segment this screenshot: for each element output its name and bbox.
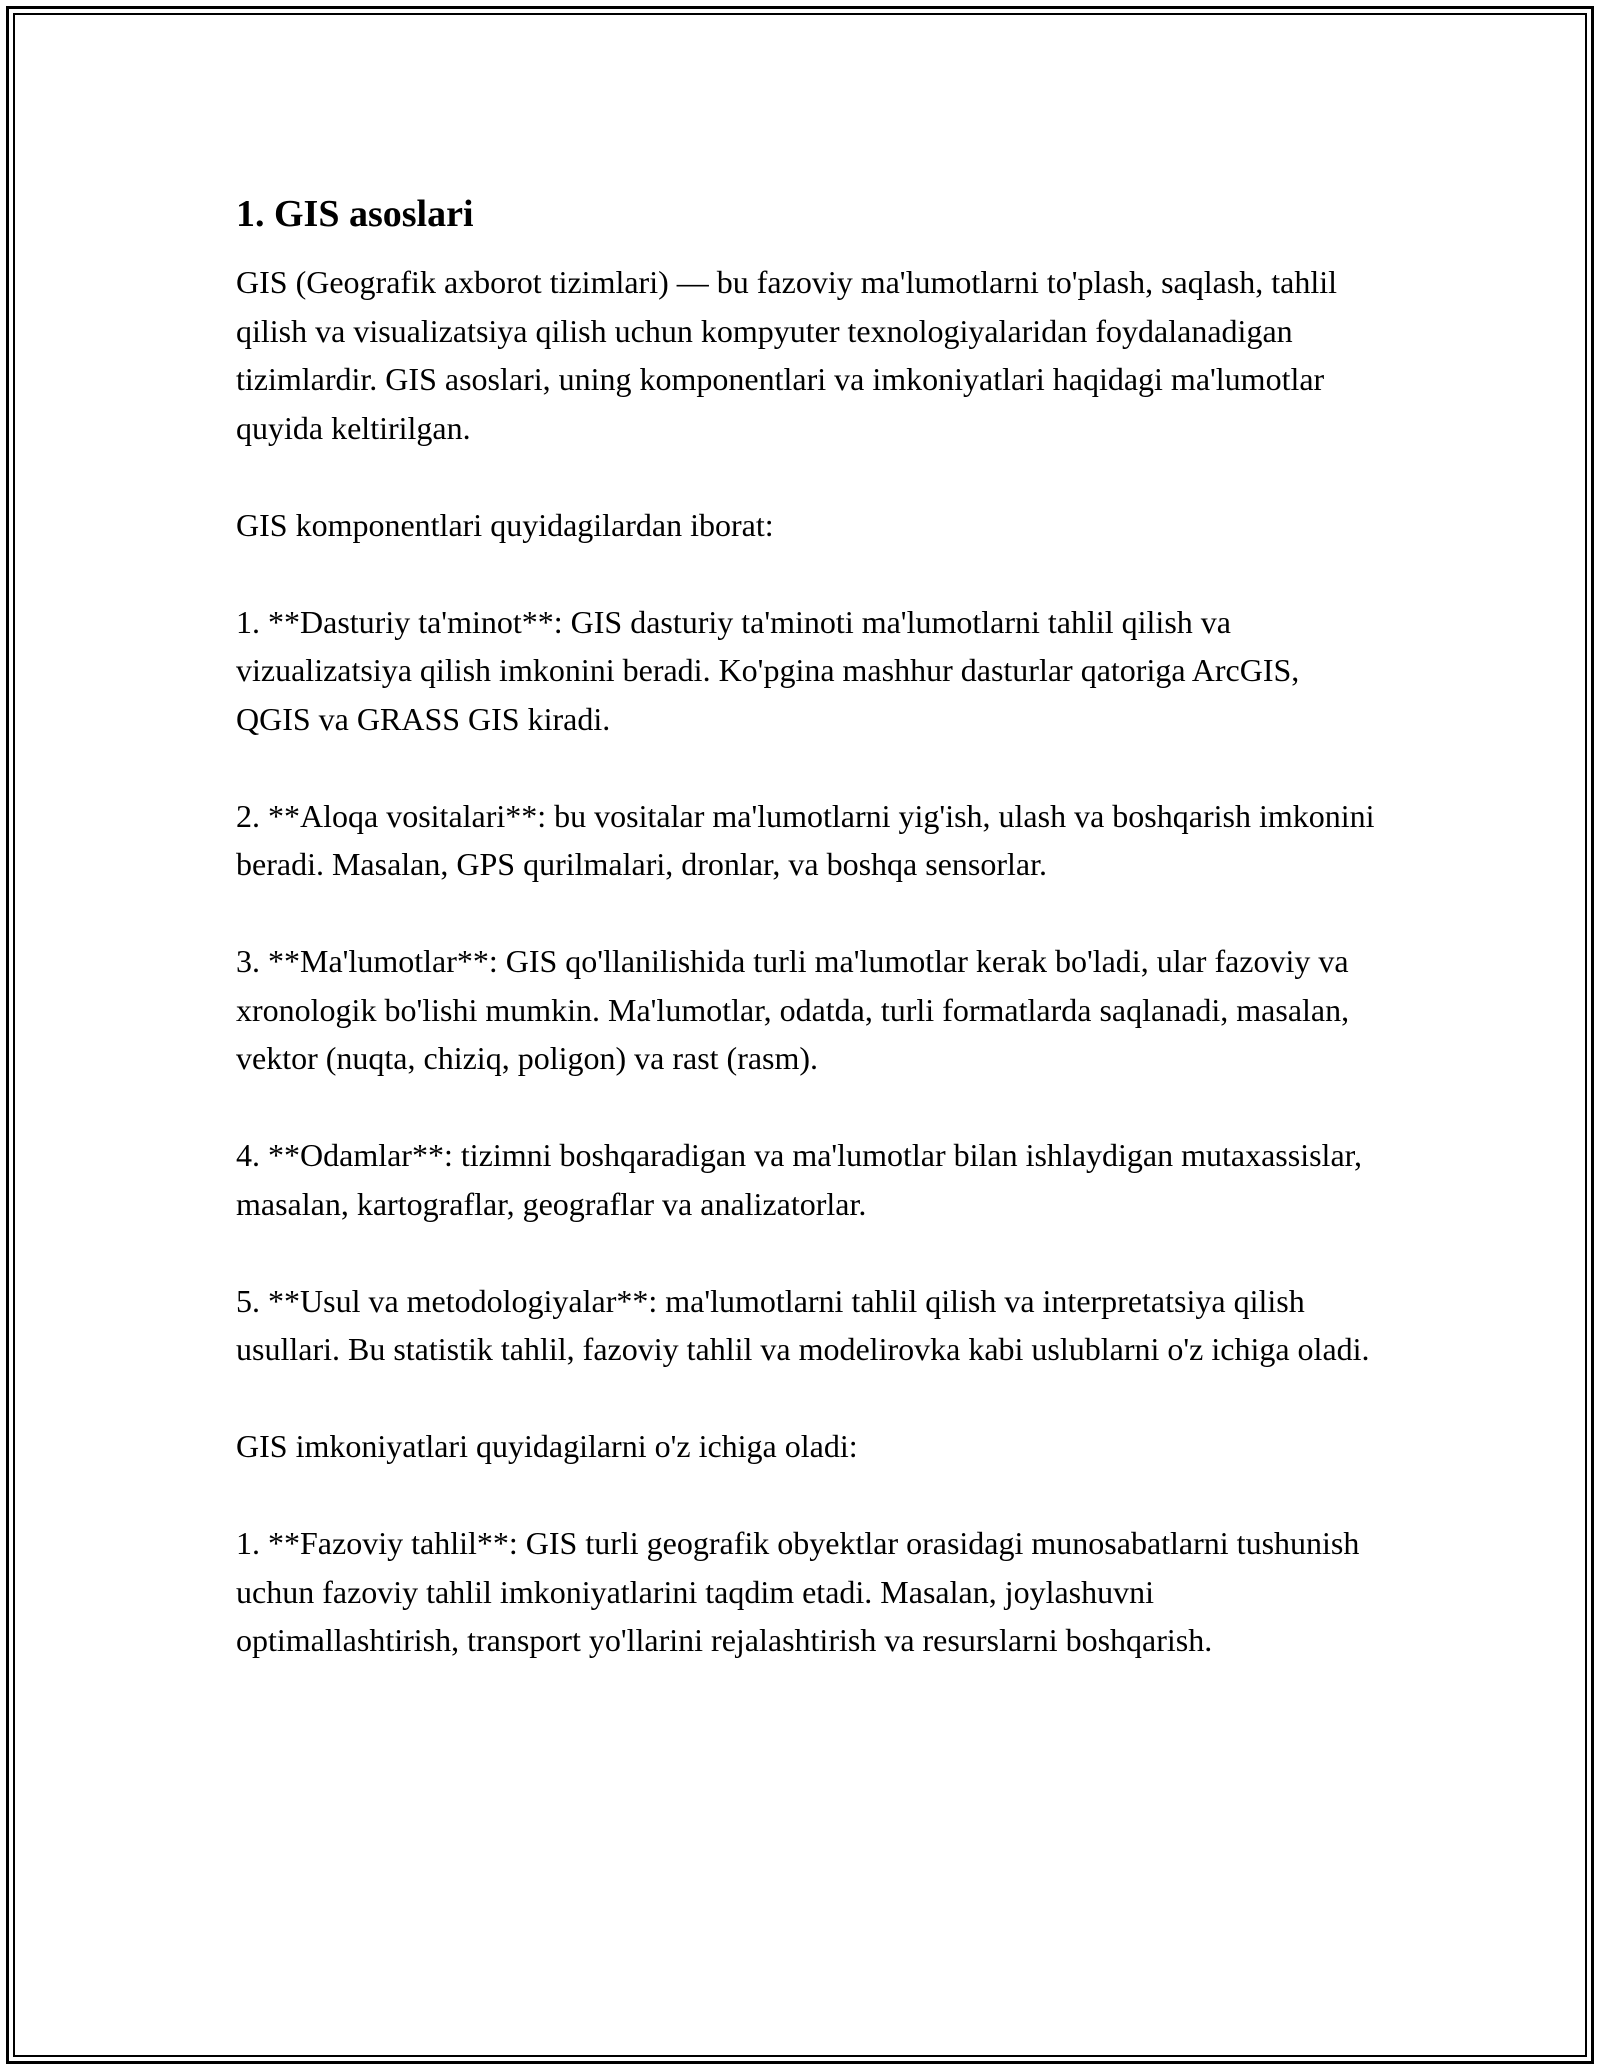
capabilities-intro: GIS imkoniyatlari quyidagilarni o'z ichiga oladi: [236, 1428, 858, 1464]
document-body [236, 190, 1376, 1665]
capability-spatial-analysis: 1. **Fazoviy tahlil**: GIS turli geografik obyektlar orasidagi munosabatlarni tushunish uchun fazoviy tahlil imkoniyatlarini taqdim etadi. Masalan, joylashuvni optimallashtirish, transport yo'llarini rejalashtirish va resurslarni boshqarish. [236, 1525, 1360, 1658]
section-heading: 1. GIS asoslari [236, 193, 474, 235]
component-data: 3. **Ma'lumotlar**: GIS qo'llanilishida turli ma'lumotlar kerak bo'ladi, ular fazoviy va xronologik bo'lishi mumkin. Ma'lumotlar, odatda, turli formatlarda saqlanadi, masalan, vektor (nuqta, chiziq, poligon) va rast (rasm). [236, 943, 1350, 1076]
component-tools: 2. **Aloqa vositalari**: bu vositalar ma'lumotlarni yig'ish, ulash va boshqarish imkonini beradi. Masalan, GPS qurilmalari, dronlar, va boshqa sensorlar. [236, 797, 1375, 882]
component-methods: 5. **Usul va metodologiyalar**: ma'lumotlarni tahlil qilish va interpretatsiya qilish usullari. Bu statistik tahlil, fazoviy tahlil va modelirovka kabi uslublarni o'z ichiga oladi. [236, 1282, 1370, 1367]
components-intro: GIS komponentlari quyidagilardan iborat: [236, 506, 774, 543]
component-people: 4. **Odamlar**: tizimni boshqaradigan va ma'lumotlar bilan ishlaydigan mutaxassislar, masalan, kartograflar, geograflar va analizatorlar. [236, 1137, 1363, 1222]
component-software: 1. **Dasturiy ta'minot**: GIS dasturiy ta'minoti ma'lumotlarni tahlil qilish va vizualizatsiya qilish imkonini beradi. Ko'pgina mashhur dasturlar qatoriga ArcGIS, QGIS va GRASS GIS kiradi. [236, 603, 1300, 737]
intro-paragraph: GIS (Geografik axborot tizimlari) — bu fazoviy ma'lumotlarni to'plash, saqlash, tahlil qilish va visualizatsiya qilish uchun kompyuter texnologiyalaridan foydalanadigan tizimlardir. GIS asoslari, uning komponentlari va imkoniyatlari haqidagi ma'lumotlar quyida keltirilgan. [236, 264, 1338, 446]
